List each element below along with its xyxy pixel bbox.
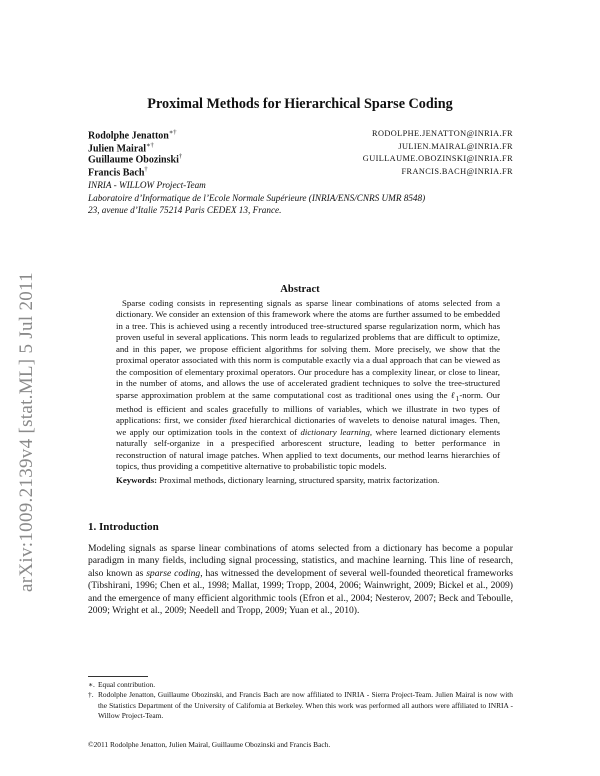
intro-body: [88, 543, 513, 617]
footnote-mark: †.: [88, 690, 94, 700]
intro-paragraph: Modeling signals as sparse linear combinations of atoms selected from a dictionary has become a popular paradigm in many fields, including signal processing, statistics, and machine learning. This line of research, also known as sparse coding, has witnessed the development of several well-founded theoretical frameworks (Tibshirani, 1996; Chen et al., 1998; Mallat, 1999; Tropp, 2004, 2006; Wainwright, 2009; Bickel et al., 2009) and the emergence of many efficient algorithmic tools (Efron et al., 2004; Nesterov, 2007; Beck and Teboulle, 2009; Wright et al., 2009; Needell and Tropp, 2009; Yuan et al., 2010).: [88, 543, 513, 617]
author-email: GUILLAUME.OBOZINSKI@INRIA.FR: [362, 154, 513, 164]
footnote-text: Equal contribution.: [98, 680, 156, 689]
abstract-body: [116, 298, 500, 486]
footnote: [88, 690, 513, 721]
affiliation-line: Laboratoire d’Informatique de l’Ecole Normale Supérieure (INRIA/ENS/CNRS UMR 8548): [88, 192, 426, 203]
author-row: [88, 128, 513, 141]
author-name: Rodolphe Jenatton∗†: [88, 129, 177, 142]
footnote-text: Rodolphe Jenatton, Guillaume Obozinski, and Francis Bach are now affiliated to INRIA - Sierra Project-Team. Julien Mairal is now with the Statistics Department of the University of California at Berkeley. When this work was performed all authors were affiliated to INRIA - Willow Project-Team.: [98, 690, 513, 721]
author-row: [88, 153, 513, 166]
footnote: [88, 680, 513, 690]
author-block: [88, 128, 513, 178]
footnote-mark: ∗.: [88, 680, 95, 689]
author-row: [88, 166, 513, 179]
copyright-notice: ©2011 Rodolphe Jenatton, Julien Mairal, Guillaume Obozinski and Francis Bach.: [88, 740, 331, 749]
keywords-label: Keywords:: [116, 474, 158, 485]
author-name: Guillaume Obozinski†: [88, 153, 183, 166]
affiliation-block: [88, 179, 425, 217]
arxiv-identifier: arXiv:1009.2139v4 [stat.ML] 5 Jul 2011: [16, 272, 37, 592]
arxiv-margin-stamp: [14, 200, 40, 600]
affiliation-line: INRIA - WILLOW Project-Team: [88, 180, 206, 190]
keywords-line: [116, 475, 500, 486]
affiliation-line: 23, avenue d’Italie 75214 Paris CEDEX 13, France.: [88, 205, 282, 216]
author-email: FRANCIS.BACH@INRIA.FR: [401, 166, 513, 176]
author-row: [88, 141, 513, 154]
author-email: JULIEN.MAIRAL@INRIA.FR: [398, 141, 513, 151]
abstract-heading: Abstract: [280, 284, 320, 295]
keywords-text: Proximal methods, dictionary learning, structured sparsity, matrix factorization.: [159, 474, 440, 485]
paper-title: Proximal Methods for Hierarchical Sparse Coding: [147, 96, 453, 112]
author-name: Julien Mairal∗†: [88, 141, 154, 154]
author-email: RODOLPHE.JENATTON@INRIA.FR: [372, 129, 513, 138]
abstract-paragraph: Sparse coding consists in representing signals as sparse linear combinations of atoms selected from a dictionary. We consider an extension of this framework where the atoms are further assumed to be embedded in a tree. This is achieved using a recently introduced tree-structured sparse regularization norm, which has proven useful in several applications. This norm leads to regularized problems that are difficult to optimize, and in this paper, we propose efficient algorithms for solving them. More precisely, we show that the proximal operator associated with this norm is computable exactly via a dual approach that can be viewed as the composition of elementary proximal operators. Our procedure has a complexity linear, or close to linear, in the number of atoms, and allows the use of accelerated gradient techniques to solve the tree-structured sparse approximation problem at the same computational cost as traditional ones using the ℓ$_1$-norm. Our method is efficient and scales gracefully to millions of variables, which we illustrate in two types of applications: first, we consider fixed hierarchical dictionaries of wavelets to denoise natural images. Then, we apply our optimization tools in the context of dictionary learning, where learned dictionary elements naturally self-organize in a prespecified arborescent structure, leading to better performance in reconstruction of natural image patches. When applied to text documents, our method learns hierarchies of topics, thus providing a competitive alternative to probabilistic topic models.: [116, 298, 501, 472]
footnotes: [88, 680, 513, 722]
section-heading: 1. Introduction: [88, 521, 159, 533]
footnote-rule: [88, 676, 148, 677]
author-name: Francis Bach†: [88, 165, 148, 179]
